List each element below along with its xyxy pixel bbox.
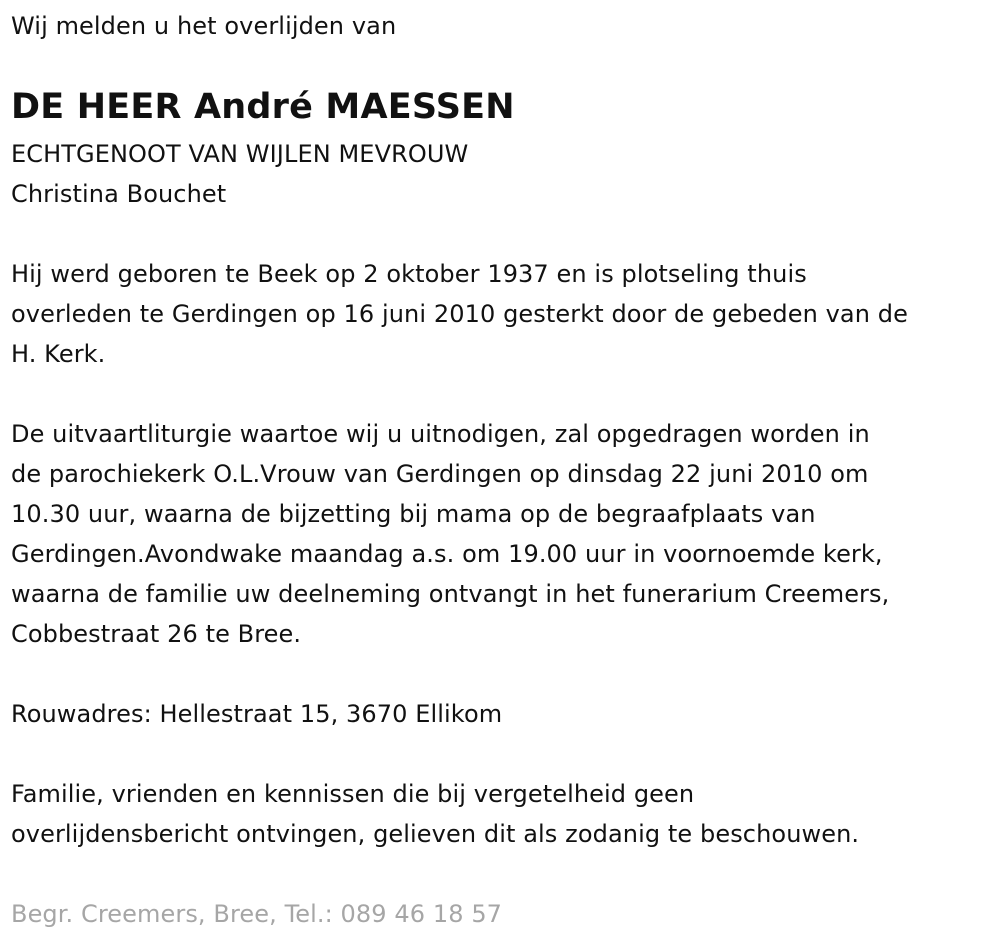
birth-line: H. Kerk.	[11, 340, 106, 368]
funeral-line: Gerdingen.Avondwake maandag a.s. om 19.00 uur in voornoemde kerk,	[11, 540, 883, 568]
birth-paragraph	[11, 254, 908, 374]
birth-line: overleden te Gerdingen op 16 juni 2010 gesterkt door de gebeden van de	[11, 300, 908, 328]
funeral-line: waarna de familie uw deelneming ontvangt in het funerarium Creemers,	[11, 580, 890, 608]
deceased-name: DE HEER André MAESSEN	[11, 87, 515, 127]
mourning-address: Rouwadres: Hellestraat 15, 3670 Ellikom	[11, 700, 503, 728]
intro-text: Wij melden u het overlijden van	[11, 12, 397, 40]
funeral-line: 10.30 uur, waarna de bijzetting bij mama op de begraafplaats van	[11, 500, 816, 528]
undertaker-footer: Begr. Creemers, Bree, Tel.: 089 46 18 57	[11, 900, 503, 928]
funeral-line: De uitvaartliturgie waartoe wij u uitnodigen, zal opgedragen worden in	[11, 420, 870, 448]
funeral-line: Cobbestraat 26 te Bree.	[11, 620, 302, 648]
spouse-title: ECHTGENOOT VAN WIJLEN MEVROUW	[11, 140, 469, 168]
funeral-paragraph	[11, 414, 889, 654]
family-paragraph	[11, 774, 859, 854]
family-line: overlijdensbericht ontvingen, gelieven dit als zodanig te beschouwen.	[11, 820, 860, 848]
family-line: Familie, vrienden en kennissen die bij vergetelheid geen	[11, 780, 695, 808]
funeral-line: de parochiekerk O.L.Vrouw van Gerdingen op dinsdag 22 juni 2010 om	[11, 460, 869, 488]
birth-line: Hij werd geboren te Beek op 2 oktober 1937 en is plotseling thuis	[11, 260, 807, 288]
spouse-name: Christina Bouchet	[11, 180, 227, 208]
